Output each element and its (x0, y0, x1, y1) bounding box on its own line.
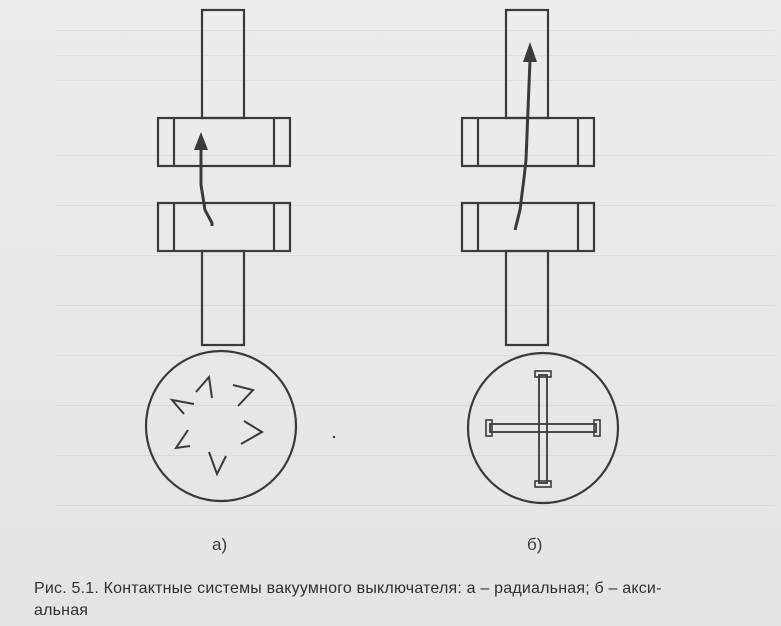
figure-label-a: а) (212, 535, 228, 554)
arc-arrow (515, 42, 537, 230)
radial-contact-face (146, 351, 296, 501)
lower-stem (506, 251, 548, 345)
caption-line: альная (34, 602, 89, 619)
axial-contact-face (333, 353, 618, 503)
lower-contact-disk (158, 203, 290, 251)
arc-arrow (194, 132, 212, 226)
lower-contact-disk (462, 203, 594, 251)
lower-stem (202, 251, 244, 345)
caption-line: Рис. 5.1. Контактные системы вакуумного выключателя: а – радиальная; б – акси- (34, 580, 662, 597)
upper-stem (202, 10, 244, 118)
upper-contact-disk (158, 118, 290, 166)
figure-caption (34, 578, 774, 622)
figure-label-b: б) (527, 535, 543, 554)
radial-contact-assembly (158, 10, 290, 345)
